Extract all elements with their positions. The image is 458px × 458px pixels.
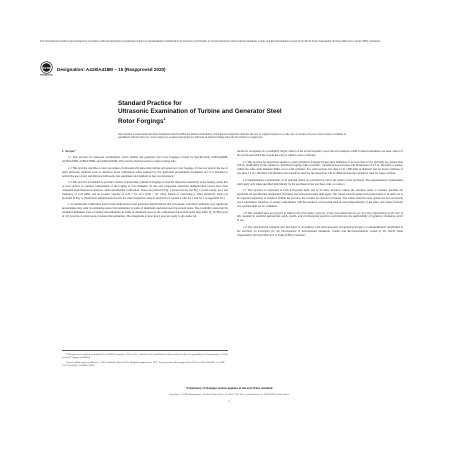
footnote: ¹ This practice is under the jurisdiction of ASTM Committee A01 on Steel, Stainless Steel and Related Alloys and is the direct responsibility of Subcommittee A01.06 on Steel Forgings and Billets. bbox=[62, 353, 228, 360]
summary-of-changes-note: *A Summary of Changes section appears at the end of this standard bbox=[185, 387, 273, 390]
title-line-2-text: Rotor Forgings bbox=[118, 117, 164, 125]
logo-subtext: INTERNATIONAL bbox=[40, 75, 53, 76]
issued-note: This standard is issued under the fixed designation A418/A418M; the number immediately following the designation indicates the year of original adoption or, in the case of revision, the year of last revision. A number in parentheses indicates the year of last reapproval. A superscript epsilon (ε) indicates an editorial change since the last revision or reapproval. bbox=[118, 133, 347, 140]
paragraph: 1.1 This practice for ultrasonic examination covers turbine and generator steel rotor forgings covered by Specifications A469/A469M, A470/A470M, A768/A768M, and A940/A940M. This practice shall be used for contact testing only. bbox=[62, 155, 228, 164]
paragraph: should be recognized as a possibility. Rigid control of the actual frequency used, the test bandpass width if tuned instruments are used, and/or of the search unit which the overall inaccuracy which is user to develop. bbox=[237, 149, 403, 157]
copyright-line: Copyright © ASTM International, 100 Barr Harbor Drive, PO Box C700, West Conshohocken, PA 19428-2959. United States bbox=[168, 393, 290, 396]
title-line-0: Standard Practice for bbox=[118, 100, 182, 107]
title-footnote-mark: 1 bbox=[163, 116, 166, 121]
designation: Designation: A418/A418M – 15 (Reapproved 2020) bbox=[57, 67, 166, 72]
paragraph: 1.2 This practice describes a basic procedure of ultrasonically inspecting turbine and generator rotor forgings. It does not restrict the use of other ultrasonic methods such as reference block calibrations when required by the applicable procurement documents nor is it intended to restrict the use of new and improved ultrasonic test equipment and methods as they are developed. bbox=[62, 165, 228, 178]
title-line-1: Ultrasonic Examination of Turbine and Generator Steel bbox=[118, 108, 282, 115]
title-line-2 bbox=[118, 116, 348, 126]
wto-notice: This international standard was developed in accordance with internationally recognized principles on standardization established in the Decision on Principles for the Development of International Standards, Guides and Recommendations issued by the World Trade Organization Technical Barriers to Trade (TBT) Committee. bbox=[40, 40, 381, 43]
page-number: 1 bbox=[228, 400, 230, 403]
astm-logo-icon bbox=[40, 61, 53, 76]
paragraph: 1.4 Considerable verification data for this method have been generated which indicate that even under controlled conditions very significant uncertainties may exist in estimating natural discontinuities in terms of minimum equivalent size flat-bottom holes. The possibility exists that the estimated minimum areas of natural discontinuities in terms of minimum areas of the comparison flat-bottom holes may differ by 20 dB (factor of 10) in terms of actual areas of natural discontinuities. This magnitude of inaccuracy does not apply to all results but bbox=[62, 202, 228, 219]
paragraph: 1.3 This practice is intended to provide a means of inspecting cylindrical forgings so that the inspection sensitivity at the forging center line or bore surface is constant, independent of the forging or bore diameter. To this end, inspection sensitivity multiplication factors have been computed from theoretical analyses, with experimental verification. These are plotted in Fig. 1 (bored rotors) and Fig. 2 (solid rotors), for a test frequency of 2.25 MHz, and an acoustic velocity of 2.30 × 10⁵ in./s (5.85 × 10⁵ cm/s). Means of converting to other sensitivity levels are provided in Fig. 3. (Sensitivity multiplication factors for other frequencies may be derived in accordance with X1.1 and X1.2 of Appendix X1.) bbox=[62, 180, 228, 200]
logo-text: ASTM bbox=[42, 65, 51, 70]
paragraph: 1.6 Supplementary requirements of an optional nature are provided for use at the option of the purchaser. The supplementary requirements shall apply only when specified individually by the purchaser in the purchase order or contract. bbox=[237, 177, 403, 186]
title-block bbox=[118, 100, 348, 125]
paragraph: 1.8 This standard does not purport to address all of the safety concerns, if any, associated with its use. It is the responsibility of the user of this standard to establish appropriate safety, health, and environmental practices and determine the applicability of regulatory limitations prior to use. bbox=[237, 210, 403, 223]
left-column bbox=[62, 150, 228, 222]
paragraph: 1.9 This international standard was developed in accordance with internationally recognized principles on standardization established in the Decision on Principles for the Development of International Standards, Guides and Recommendations issued by the World Trade Organization Technical Barriers to Trade (TBT) Committee. bbox=[237, 224, 403, 237]
footnote: Current edition approved March 1, 2020. Published March 2020. Originally approved in 1957. Last previous edition approved in 2015 as A418/A418M – 15. DOI: 10.1520/A0418_A0418M-15R20. bbox=[62, 360, 225, 367]
paragraph: 1.7 This practice is expressed in both inch-pound units and in SI units; however, unless the purchase order or contract specifies the applicable M specification designation (SI units), the inch-pound units shall apply. The values stated in either inch-pound units or SI units are to be regarded separately as standard. Within the practice, the SI units are shown in brackets. The values stated in each system are not necessarily exact equivalents; therefore, to ensure conformance with the standard, each system shall be used independently of the other, and values from the two systems shall not be combined. bbox=[237, 188, 403, 208]
paragraph: 1.5 This practice for inspection applies to solid cylindrical forgings having outer diameters of not less than 2.5 in. [64 mm] nor greater than 100 in. [2540 mm]. It also applies to cylindrical forgings with concentric, cylindrical bores having wall thicknesses of 2.5 in. [64 mm] or greater, within the same outer diameter limits as for solid cylinders. For solid sections less than 15 in. [380 mm] in diameter and for bored cylinders of less than 7.5 in. [190 mm] wall thickness the transducer used for the inspection will be different than the transducer used for larger sections. bbox=[237, 159, 403, 176]
footnotes bbox=[62, 350, 228, 368]
section-heading-scope: 1. Scope* bbox=[62, 149, 76, 153]
right-column bbox=[237, 150, 403, 240]
